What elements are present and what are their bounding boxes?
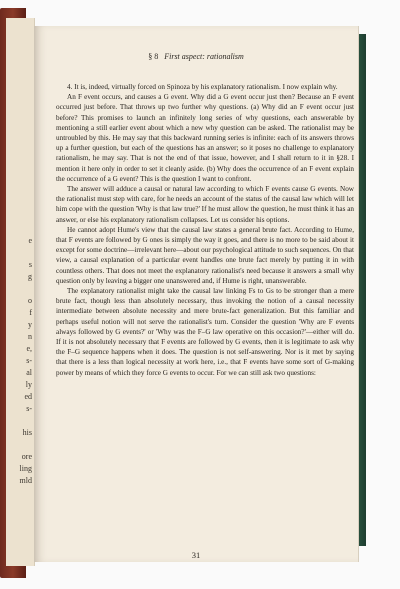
paragraph: The explanatory rationalist might take the causal law linking Fs to Gs to be stronger than a mere brute fact, though less than absolutely necessary, thus invoking the notion of a causal necessity intermediate between absolute necessity and mere brute-fact generalization. But this familiar and perhaps useful notion will not serve the rationalist's turn. Consider the question 'Why are F events always followed by G events?' or 'Why was the F–G law operative on this occasion?'—either will do. If it is not absolutely necessary that F events are followed by G events, then it is legitimate to ask why the F–G sequence happens when it does. The question is not self-answering. Nor is it met by saying that there is a less than logical necessity at work here, i.e., that F events have some sort of G-making power by means of which they force G events to occur. For we can still ask two questions: bbox=[56, 287, 354, 377]
facing-page-text-fragment: ore bbox=[21, 452, 32, 461]
section-number: § 8 bbox=[148, 52, 159, 61]
facing-page-text-fragment: s- bbox=[26, 356, 32, 365]
facing-page-text-fragment: ly bbox=[25, 380, 32, 389]
paragraph: 4. It is, indeed, virtually forced on Spinoza by his explanatory rationalism. I now explain why. bbox=[67, 83, 338, 91]
paragraph: The answer will adduce a causal or natural law according to which F events cause G events. Now the rationalist must step with care, for he needs an account of the status of the causal law which will let him cope with the question 'Why is that law true?' If he must allow the question, he must think it has an answer, or else his explanatory rationalism collapses. Let us consider his options. bbox=[56, 185, 354, 224]
paragraph: He cannot adopt Hume's view that the causal law states a general brute fact. According to Hume, that F events are followed by G ones is simply the way it goes, and there is no more to be said about it except for some doctrine—irrelevant here—about our psychological attitude to such sequences. On that view, a causal explanation of a particular event handles one brute fact merely by putting it in with countless others. That does not meet the explanatory rationalist's need because it answers a small why question only by leaving a bigger one unanswered and, if Hume is right, unanswerable. bbox=[56, 225, 354, 285]
facing-page-text-fragment: o bbox=[28, 296, 32, 305]
book-page bbox=[34, 26, 359, 562]
facing-page-text-fragment: s- bbox=[26, 404, 32, 413]
facing-page-text-fragment: e, bbox=[26, 344, 32, 353]
facing-page-text-fragment: ling bbox=[19, 464, 32, 473]
body-text bbox=[56, 82, 354, 378]
facing-page-text-fragment: his bbox=[22, 428, 32, 437]
facing-page-text-fragment: al bbox=[26, 368, 32, 377]
facing-page-text-fragment: f bbox=[29, 308, 32, 317]
facing-page-text-fragment: e bbox=[28, 236, 32, 245]
facing-page-text-fragment: s bbox=[28, 260, 32, 269]
facing-page-text-fragment: y bbox=[28, 320, 32, 329]
chapter-title: First aspect: rationalism bbox=[164, 52, 244, 61]
paragraph: An F event occurs, and causes a G event. Why did a G event occur just then? Because an F event occurred just before. That throws up two further why questions. (a) Why did an F event occur just before? This promises to launch an infinitely long series of why questions, each answerable by mentioning a still earlier event about which a new why question can be asked. The rationalist may be untroubled by this. He may say that this backward running series is infinite: each of its answers throws up a further question, but each of the questions has an answer; so it poses no challenge to explanatory rationalism, he may say. That is not the end of that issue, however, and I shall return to it in §28. I mention it here only in order to set it cleanly aside. (b) Why does the occurrence of an F event explain the occurrence of a G event? This is the question I want to confront. bbox=[56, 93, 354, 183]
facing-page-text-fragment: ed bbox=[24, 392, 32, 401]
page-number: 31 bbox=[191, 550, 201, 560]
running-head bbox=[34, 52, 358, 61]
facing-page-edge bbox=[6, 18, 35, 566]
facing-page-text-fragment: mld bbox=[19, 476, 32, 485]
facing-page-text-fragment: n bbox=[28, 332, 32, 341]
facing-page-text-fragment: g bbox=[28, 272, 32, 281]
